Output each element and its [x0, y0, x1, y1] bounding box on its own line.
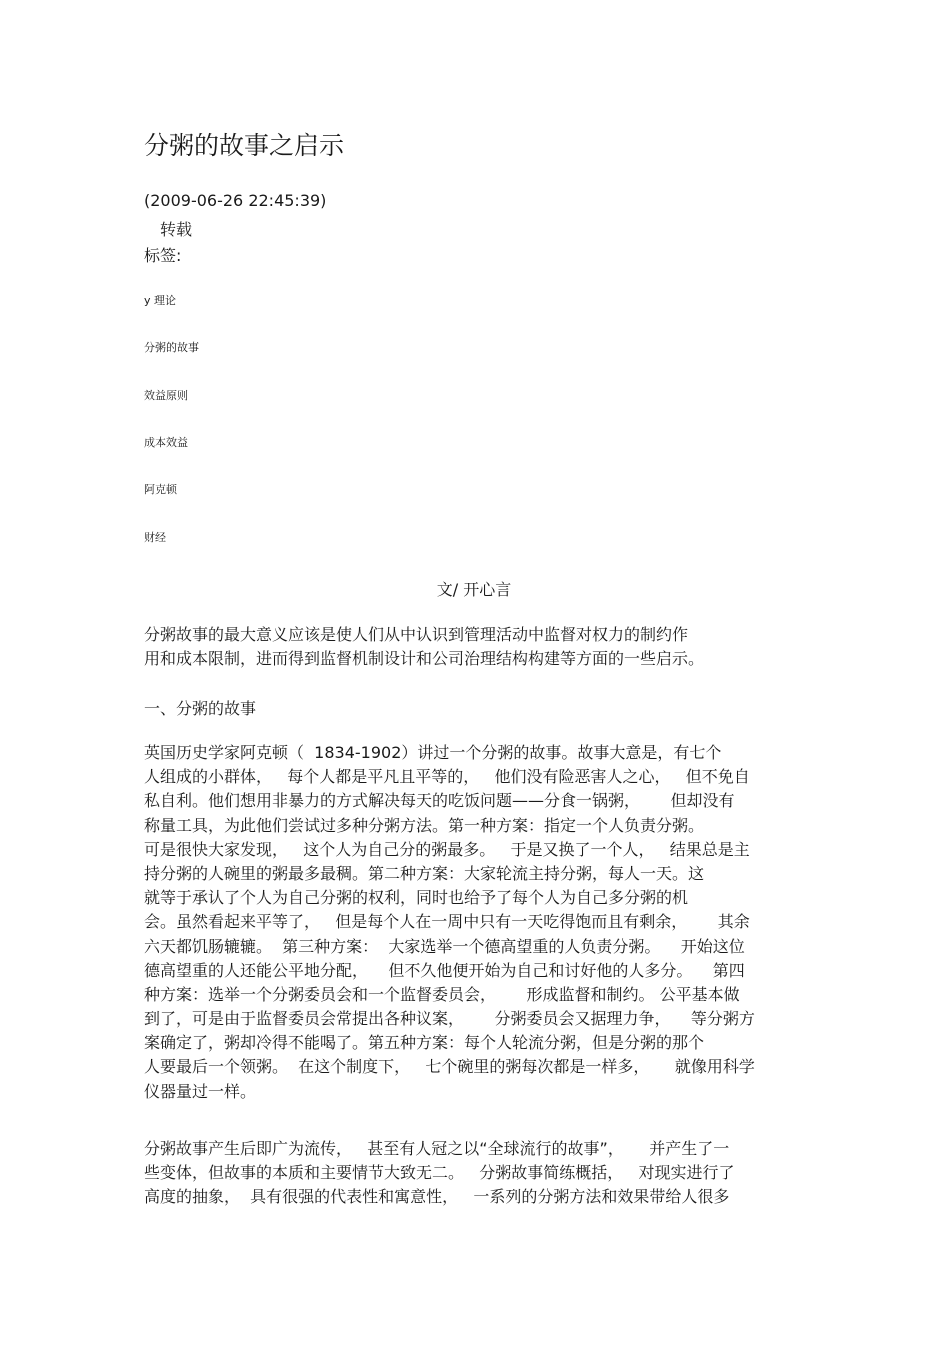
intro-paragraph	[144, 623, 804, 671]
tag-link[interactable]: 阿克顿	[144, 483, 177, 496]
text-line: 称量工具，为此他们尝试过多种分粥方法。第一种方案：指定一个人负责分粥。	[144, 815, 705, 835]
article-author: 文/ 开心言	[436, 580, 512, 599]
text-line: 六天都饥肠辘辘。 第三种方案： 大家选举一个德高望重的人负责分粥。 开始这位	[144, 936, 745, 956]
article-title: 分粥的故事之启示	[144, 131, 345, 160]
tag-link[interactable]: 成本效益	[144, 436, 188, 449]
text-line: 用和成本限制，进而得到监督机制设计和公司治理结构构建等方面的一些启示。	[144, 649, 705, 669]
text-line: 案确定了，粥却冷得不能喝了。第五种方案：每个人轮流分粥，但是分粥的那个	[144, 1033, 705, 1053]
reprint-label: 转载	[160, 220, 193, 239]
tag-link[interactable]: 分粥的故事	[144, 341, 199, 354]
text-line: 私自利。他们想用非暴力的方式解决每天的吃饭问题——分食一锅粥， 但却没有	[144, 791, 735, 811]
text-line: 分粥故事产生后即广为流传， 甚至有人冠之以“全球流行的故事”， 并产生了一	[144, 1139, 730, 1158]
text-line: 持分粥的人碗里的粥最多最稠。第二种方案：大家轮流主持分粥，每人一天。这	[144, 863, 705, 883]
text-line: 到了，可是由于监督委员会常提出各种议案， 分粥委员会又据理力争， 等分粥方	[144, 1009, 755, 1029]
tag-link[interactable]: 效益原则	[144, 389, 188, 402]
story-paragraph	[144, 741, 804, 1104]
text-line: 可是很快大家发现， 这个人为自己分的粥最多。 于是又换了一个人， 结果总是主	[144, 839, 750, 859]
text-line: 就等于承认了个人为自己分粥的权利，同时也给予了每个人为自己多分粥的机	[144, 888, 689, 908]
text-line: 种方案：选举一个分粥委员会和一个监督委员会， 形成监督和制约。 公平基本做	[144, 984, 740, 1004]
text-line: 会。虽然看起来平等了， 但是每个人在一周中只有一天吃得饱而且有剩余， 其余	[144, 912, 750, 932]
text-line: 高度的抽象， 具有很强的代表性和寓意性， 一系列的分粥方法和效果带给人很多	[144, 1187, 730, 1207]
tag-link[interactable]: 财经	[144, 531, 166, 544]
text-line: 人要最后一个领粥。 在这个制度下， 七个碗里的粥每次都是一样多， 就像用科学	[144, 1057, 755, 1077]
tags-label: 标签:	[144, 246, 182, 265]
text-line: 仪器量过一样。	[144, 1081, 257, 1101]
text-line: 分粥故事的最大意义应该是使人们从中认识到管理活动中监督对权力的制约作	[144, 625, 689, 644]
text-line: 些变体，但故事的本质和主要情节大致无二。 分粥故事简练概括， 对现实进行了	[144, 1163, 735, 1183]
text-line: 德高望重的人还能公平地分配， 但不久他便开始为自己和讨好他的人多分。 第四	[144, 960, 745, 980]
text-line: 英国历史学家阿克顿（ 1834-1902）讲过一个分粥的故事。故事大意是，有七个	[144, 743, 722, 762]
article-date: (2009-06-26 22:45:39)	[144, 191, 327, 210]
text-line: 人组成的小群体， 每个人都是平凡且平等的， 他们没有险恶害人之心， 但不免自	[144, 767, 750, 787]
tag-link[interactable]: y 理论	[144, 294, 177, 307]
section-heading: 一、分粥的故事	[144, 699, 257, 718]
spread-paragraph	[144, 1137, 804, 1210]
